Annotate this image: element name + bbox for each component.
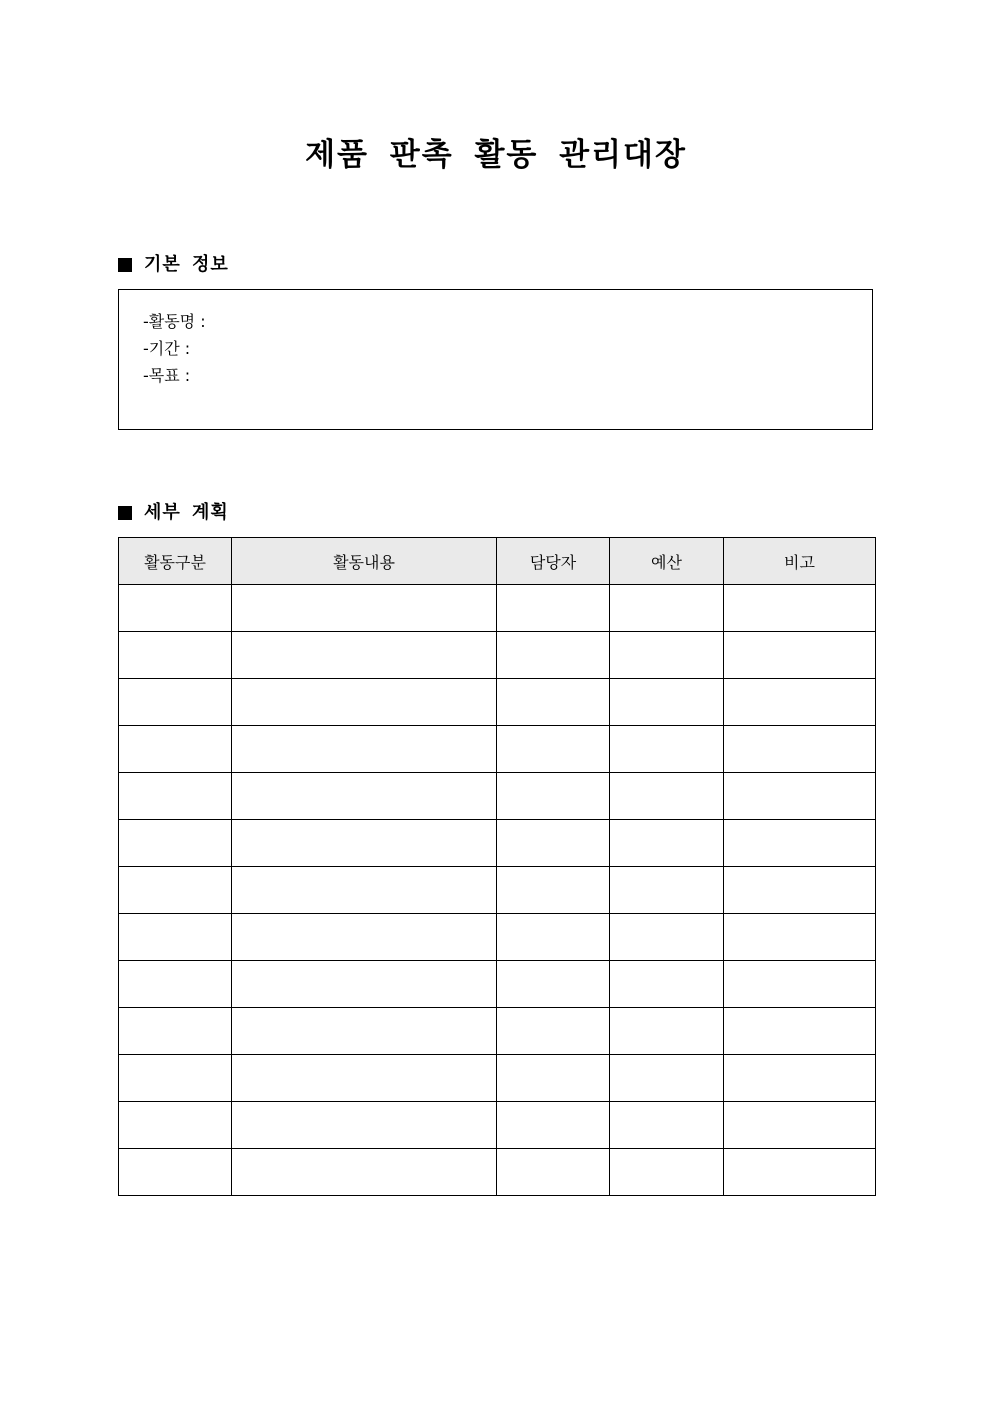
table-cell-person-in-charge[interactable] — [497, 1149, 610, 1196]
table-cell-remarks[interactable] — [724, 914, 876, 961]
table-cell-activity-type[interactable] — [119, 961, 232, 1008]
table-cell-remarks[interactable] — [724, 1055, 876, 1102]
table-cell-activity-type[interactable] — [119, 726, 232, 773]
table-cell-person-in-charge[interactable] — [497, 1055, 610, 1102]
table-cell-activity-type[interactable] — [119, 1149, 232, 1196]
table-cell-remarks[interactable] — [724, 1008, 876, 1055]
table-cell-remarks[interactable] — [724, 867, 876, 914]
table-row — [119, 1008, 876, 1055]
table-header-row — [119, 538, 876, 585]
table-row — [119, 1055, 876, 1102]
table-cell-person-in-charge[interactable] — [497, 585, 610, 632]
table-cell-remarks[interactable] — [724, 1149, 876, 1196]
table-cell-activity-type[interactable] — [119, 867, 232, 914]
table-row — [119, 820, 876, 867]
table-row — [119, 679, 876, 726]
basic-info-lines — [143, 308, 206, 389]
table-cell-activity-type[interactable] — [119, 1102, 232, 1149]
column-header-activity-content: 활동내용 — [232, 538, 497, 585]
table-cell-person-in-charge[interactable] — [497, 1102, 610, 1149]
table-cell-person-in-charge[interactable] — [497, 914, 610, 961]
table-cell-budget[interactable] — [610, 632, 724, 679]
section-heading-label: 기본 정보 — [144, 254, 229, 275]
table-cell-budget[interactable] — [610, 820, 724, 867]
table-cell-activity-content[interactable] — [232, 914, 497, 961]
column-header-activity-type: 활동구분 — [119, 538, 232, 585]
table-cell-activity-content[interactable] — [232, 773, 497, 820]
table-cell-activity-content[interactable] — [232, 1055, 497, 1102]
table-row — [119, 1102, 876, 1149]
table-cell-budget[interactable] — [610, 1055, 724, 1102]
table-cell-budget[interactable] — [610, 1102, 724, 1149]
table-cell-remarks[interactable] — [724, 773, 876, 820]
table-cell-budget[interactable] — [610, 679, 724, 726]
table-cell-activity-content[interactable] — [232, 1102, 497, 1149]
table-cell-person-in-charge[interactable] — [497, 1008, 610, 1055]
table-cell-activity-type[interactable] — [119, 585, 232, 632]
table-cell-person-in-charge[interactable] — [497, 867, 610, 914]
info-line-activity-name: -활동명 : — [143, 312, 206, 331]
table-row — [119, 914, 876, 961]
table-row — [119, 1149, 876, 1196]
table-cell-budget[interactable] — [610, 773, 724, 820]
table-cell-activity-type[interactable] — [119, 820, 232, 867]
table-cell-activity-content[interactable] — [232, 632, 497, 679]
table-cell-remarks[interactable] — [724, 726, 876, 773]
table-cell-activity-content[interactable] — [232, 1008, 497, 1055]
detail-plan-table — [118, 537, 876, 1196]
table-cell-activity-content[interactable] — [232, 726, 497, 773]
table-cell-remarks[interactable] — [724, 585, 876, 632]
table-cell-person-in-charge[interactable] — [497, 632, 610, 679]
table-cell-activity-type[interactable] — [119, 1055, 232, 1102]
table-cell-remarks[interactable] — [724, 679, 876, 726]
table-cell-activity-content[interactable] — [232, 820, 497, 867]
table-row — [119, 867, 876, 914]
table-row — [119, 585, 876, 632]
table-row — [119, 726, 876, 773]
table-cell-activity-content[interactable] — [232, 867, 497, 914]
basic-info-box — [118, 289, 873, 430]
table-cell-remarks[interactable] — [724, 961, 876, 1008]
table-cell-remarks[interactable] — [724, 1102, 876, 1149]
column-header-person-in-charge: 담당자 — [497, 538, 610, 585]
table-row — [119, 773, 876, 820]
section-heading-label: 세부 계획 — [144, 502, 229, 523]
table-cell-person-in-charge[interactable] — [497, 679, 610, 726]
section-heading-basic-info — [118, 253, 229, 277]
table-cell-person-in-charge[interactable] — [497, 773, 610, 820]
table-cell-budget[interactable] — [610, 726, 724, 773]
page-title: 제품 판촉 활동 관리대장 — [305, 137, 687, 173]
table-body — [119, 585, 876, 1196]
table-cell-person-in-charge[interactable] — [497, 961, 610, 1008]
square-bullet-icon — [118, 258, 132, 272]
table-cell-activity-type[interactable] — [119, 679, 232, 726]
section-heading-detail-plan — [118, 501, 229, 525]
table-cell-budget[interactable] — [610, 867, 724, 914]
table-cell-activity-content[interactable] — [232, 961, 497, 1008]
table-cell-remarks[interactable] — [724, 820, 876, 867]
table-cell-budget[interactable] — [610, 1008, 724, 1055]
table-cell-activity-content[interactable] — [232, 1149, 497, 1196]
info-line-goal: -목표 : — [143, 366, 191, 385]
table-cell-activity-type[interactable] — [119, 1008, 232, 1055]
column-header-remarks: 비고 — [724, 538, 876, 585]
table-cell-activity-type[interactable] — [119, 773, 232, 820]
table-cell-budget[interactable] — [610, 1149, 724, 1196]
column-header-budget: 예산 — [610, 538, 724, 585]
table-cell-activity-type[interactable] — [119, 914, 232, 961]
table-cell-activity-type[interactable] — [119, 632, 232, 679]
table-cell-person-in-charge[interactable] — [497, 726, 610, 773]
info-line-period: -기간 : — [143, 339, 191, 358]
square-bullet-icon — [118, 506, 132, 520]
table-cell-budget[interactable] — [610, 585, 724, 632]
table-cell-remarks[interactable] — [724, 632, 876, 679]
table-row — [119, 632, 876, 679]
table-cell-activity-content[interactable] — [232, 679, 497, 726]
table-cell-budget[interactable] — [610, 914, 724, 961]
table-cell-budget[interactable] — [610, 961, 724, 1008]
table-cell-activity-content[interactable] — [232, 585, 497, 632]
table-row — [119, 961, 876, 1008]
table-cell-person-in-charge[interactable] — [497, 820, 610, 867]
